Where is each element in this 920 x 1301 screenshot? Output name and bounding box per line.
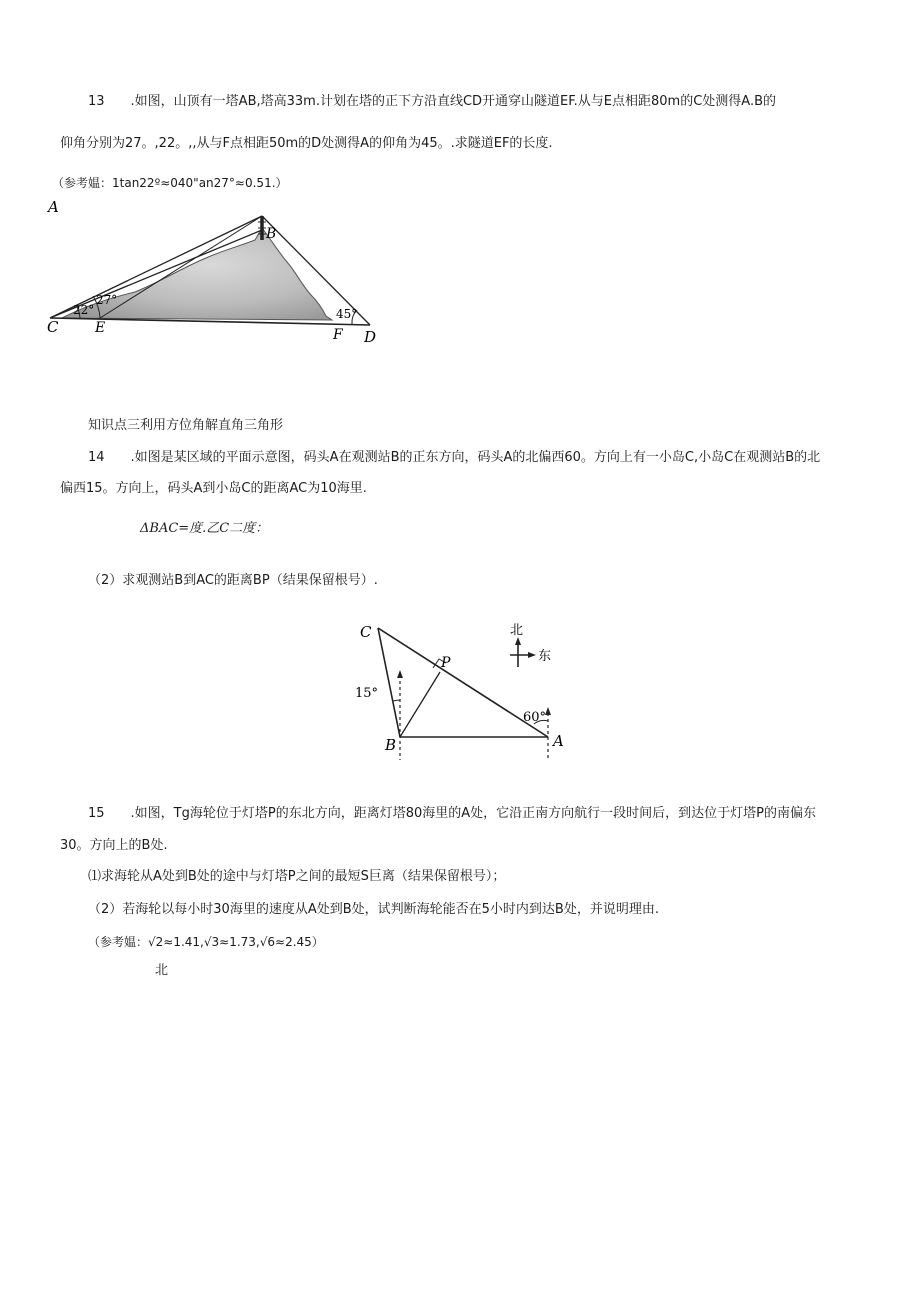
angle-27: 27° <box>96 293 118 307</box>
q14-part2: （2）求观测站B到AC的距离BP（结果保留根号）. <box>88 573 378 588</box>
q15-line2: 30。方向上的B处. <box>60 838 168 853</box>
q14-part1: ΔBAC=度.乙C二度： <box>140 521 269 536</box>
angle-45: 45° <box>336 307 358 321</box>
q15-reference: （参考媪：√2≈1.41,√3≈1.73,√6≈2.45） <box>88 935 324 949</box>
q15-north-label: 北 <box>155 963 169 978</box>
label-b: B <box>266 226 277 242</box>
label-p: P <box>441 655 451 671</box>
label-a: A <box>48 198 59 216</box>
label-d: D <box>364 328 377 346</box>
q14-line1: 14 .如图是某区域的平面示意图，码头A在观测站B的正东方向，码头A的北偏西60。方向上有一小岛C,小岛C在观测站B的北 <box>88 450 821 465</box>
line-bp <box>400 672 440 737</box>
line-cb <box>378 628 400 737</box>
q15-part1: ⑴求海轮从A处到B处的途中与灯塔P之间的最短S巨离（结果保留根号）； <box>88 869 506 884</box>
label-c: C <box>360 623 372 641</box>
q15-line1: 15 .如图，Tg海轮位于灯塔P的东北方向，距离灯塔80海里的A处，它沿正南方向航行一段时间后，到达位于灯塔P的南偏东 <box>88 806 816 821</box>
label-a: A <box>553 732 564 750</box>
q13-line1: 13 .如图，山顶有一塔AB,塔高33m.计划在塔的正下方沿直线CD开通穿山隧道EF.从与E点相距80m的C处测得A.B的 <box>88 94 776 109</box>
angle-60: 60° <box>523 710 547 725</box>
q13-line2: 仰角分别为27。,22。,,从与F点相距50m的D处测得A的仰角为45。.求隧道EF的长度. <box>60 136 553 151</box>
label-b: B <box>385 736 397 754</box>
compass-north: 北 <box>510 623 524 638</box>
label-f: F <box>333 327 343 343</box>
q15-part2: （2）若海轮以每小时30海里的速度从A处到B处，试判断海轮能否在5小时内到达B处，并说明理由. <box>88 902 659 917</box>
q13-reference: （参考媪：1tan22º≈040"an27°≈0.51.） <box>52 176 288 190</box>
angle-22: 22° <box>73 303 95 317</box>
q14-line2: 偏西15。方向上，码头A到小岛C的距离AC为10海里. <box>60 481 367 496</box>
label-e: E <box>95 320 106 336</box>
label-c: C <box>47 318 59 336</box>
compass-east: 东 <box>538 649 552 664</box>
section-heading: 知识点三利用方位角解直角三角形 <box>88 418 284 433</box>
angle-15: 15° <box>355 686 379 701</box>
